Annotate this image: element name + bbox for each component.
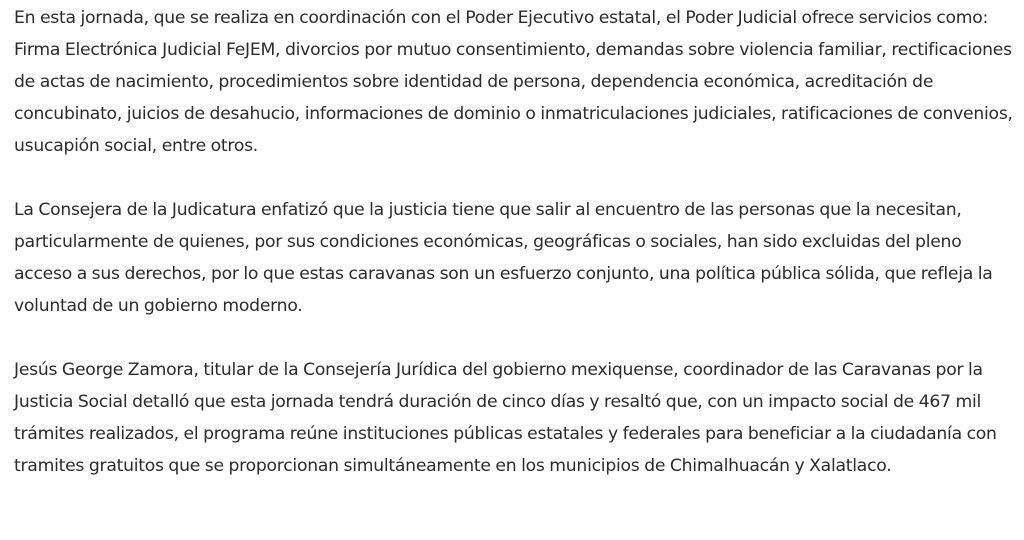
paragraph-services: En esta jornada, que se realiza en coordinación con el Poder Ejecutivo estatal, el Poder Judicial ofrece servicios como: Firma Electrónica Judicial FeJEM, divorcios por mutuo consentimiento, demandas sobre violencia familiar, rectificaciones de actas de nacimiento, procedimientos sobre identidad de persona, dependencia económica, acreditación de concubinato, juicios de desahucio, informaciones de dominio o inmatriculaciones judiciales, ratificaciones de convenios, usucapión social, entre otros. <box>14 8 1013 156</box>
paragraph-george-zamora: Jesús George Zamora, titular de la Consejería Jurídica del gobierno mexiquense, coordinador de las Caravanas por la Justicia Social detalló que esta jornada tendrá duración de cinco días y resaltó que, con un impacto social de 467 mil trámites realizados, el programa reúne instituciones públicas estatales y federales para beneficiar a la ciudadanía con tramites gratuitos que se proporcionan simultáneamente en los municipios de Chimalhuacán y Xalatlaco. <box>14 360 997 476</box>
paragraph-consejera: La Consejera de la Judicatura enfatizó que la justicia tiene que salir al encuentro de las personas que la necesitan, particularmente de quienes, por sus condiciones económicas, geográficas o sociales, han sido excluidas del pleno acceso a sus derechos, por lo que estas caravanas son un esfuerzo conjunto, una política pública sólida, que refleja la voluntad de un gobierno moderno. <box>14 200 993 316</box>
